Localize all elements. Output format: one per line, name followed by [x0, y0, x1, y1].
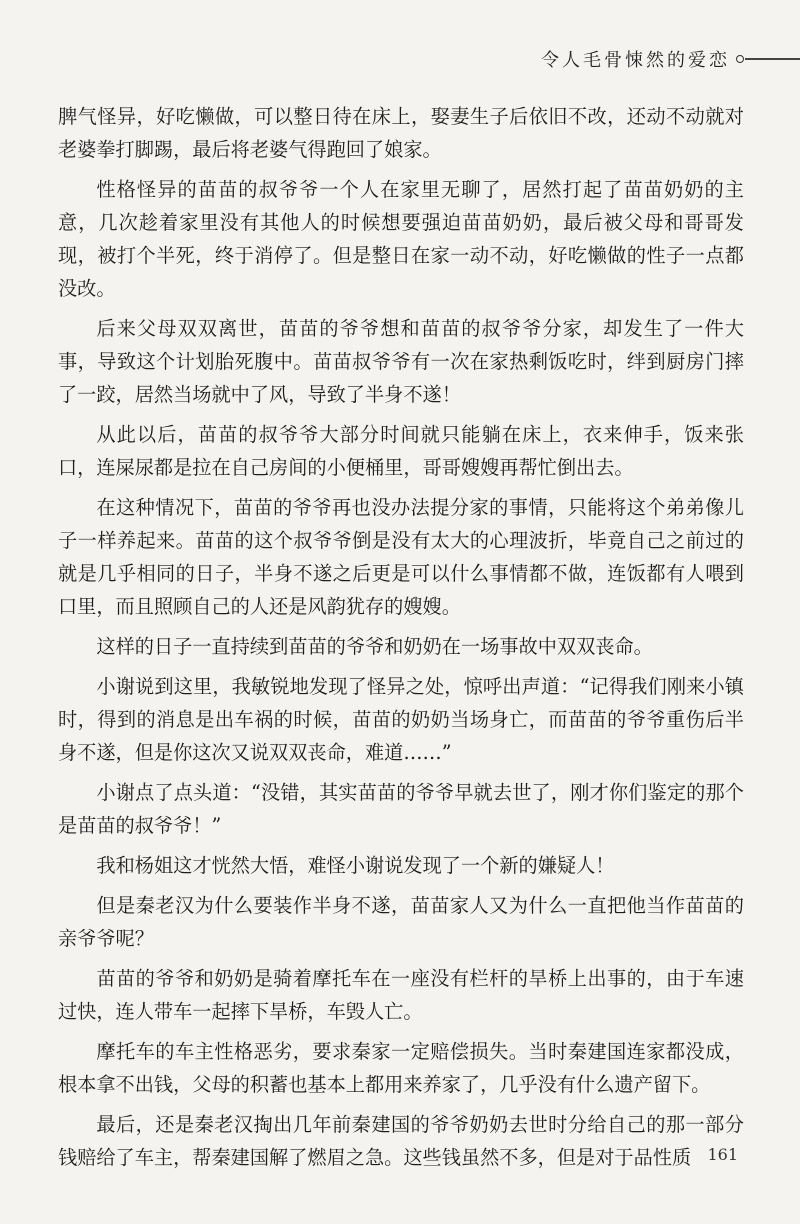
paragraph: 这样的日子一直持续到苗苗的爷爷和奶奶在一场事故中双双丧命。 — [96, 635, 653, 658]
chapter-title: 令人毛骨悚然的爱恋 — [541, 50, 730, 71]
paragraph: 苗苗的爷爷和奶奶是骑着摩托车在一座没有栏杆的旱桥上出事的，由于车速过快，连人带车一起摔下旱桥，车毁人亡。 — [58, 967, 744, 1023]
running-header — [0, 40, 800, 76]
page-number: 161 — [707, 1145, 738, 1164]
paragraph: 脾气怪异，好吃懒做，可以整日待在床上，娶妻生子后依旧不改，还动不动就对老婆拳打脚踢，最后将老婆气得跑回了娘家。 — [58, 105, 744, 161]
header-rule — [745, 58, 800, 60]
paragraph: 最后，还是秦老汉掏出几年前秦建国的爷爷奶奶去世时分给自己的那一部分钱赔给了车主，帮秦建国解了燃眉之急。这些钱虽然不多，但是对于品性质 — [58, 1113, 744, 1169]
circle-ornament-icon — [736, 55, 744, 63]
paragraph: 我和杨姐这才恍然大悟，难怪小谢说发现了一个新的嫌疑人！ — [96, 854, 615, 877]
paragraph: 在这种情况下，苗苗的爷爷再也没办法提分家的事情，只能将这个弟弟像儿子一样养起来。苗苗的这个叔爷爷倒是没有太大的心理波折，毕竟自己之前过的就是几乎相同的日子，半身不遂之后更是可以什么事情都不做，连饭都有人喂到口里，而且照顾自己的人还是风韵犹存的嫂嫂。 — [58, 496, 744, 618]
paragraph: 从此以后，苗苗的叔爷爷大部分时间就只能躺在床上，衣来伸手，饭来张口，连屎尿都是拉在自己房间的小便桶里，哥哥嫂嫂再帮忙倒出去。 — [58, 423, 744, 479]
paragraph: 后来父母双双离世，苗苗的爷爷想和苗苗的叔爷爷分家，却发生了一件大事，导致这个计划胎死腹中。苗苗叔爷爷有一次在家热剩饭吃时，绊到厨房门摔了一跤，居然当场就中了风，导致了半身不遂！ — [58, 317, 744, 406]
paragraph: 但是秦老汉为什么要装作半身不遂，苗苗家人又为什么一直把他当作苗苗的亲爷爷呢？ — [58, 894, 744, 950]
paragraph: 摩托车的车主性格恶劣，要求秦家一定赔偿损失。当时秦建国连家都没成，根本拿不出钱，父母的积蓄也基本上都用来养家了，几乎没有什么遗产留下。 — [58, 1040, 744, 1096]
paragraph: 小谢说到这里，我敏锐地发现了怪异之处，惊呼出声道：“记得我们刚来小镇时，得到的消息是出车祸的时候，苗苗的奶奶当场身亡，而苗苗的爷爷重伤后半身不遂，但是你这次又说双双丧命，难道……” — [58, 675, 744, 764]
paragraph: 小谢点了点头道：“没错，其实苗苗的爷爷早就去世了，刚才你们鉴定的那个是苗苗的叔爷爷！” — [58, 781, 744, 837]
paragraph: 性格怪异的苗苗的叔爷爷一个人在家里无聊了，居然打起了苗苗奶奶的主意，几次趁着家里没有其他人的时候想要强迫苗苗奶奶，最后被父母和哥哥发现，被打个半死，终于消停了。但是整日在家一动不动，好吃懒做的性子一点都没改。 — [58, 178, 744, 300]
body-text — [58, 100, 744, 1181]
